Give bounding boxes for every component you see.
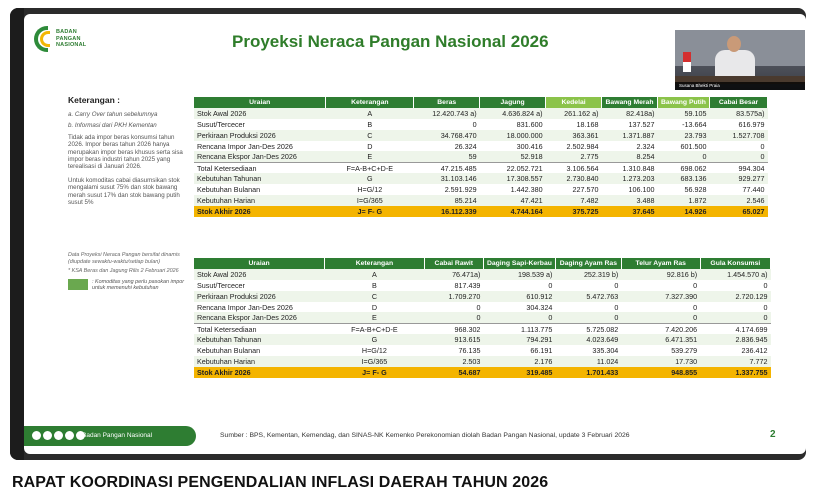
table-cell: 539.279 <box>671 346 698 356</box>
row-keterangan: E <box>325 312 425 323</box>
table-cell: 18.168 <box>576 119 599 129</box>
table1-header: Bawang Merah <box>602 97 658 108</box>
table-cell: 14.926 <box>658 206 710 217</box>
table-cell: 7.420.206 <box>621 323 700 334</box>
table-cell: 82.418a) <box>602 108 658 119</box>
table-cell: 4.174.699 <box>700 323 770 334</box>
table-cell: 83.575a) <box>709 108 767 119</box>
table-cell: 2.324 <box>636 141 655 151</box>
table2-header-row <box>194 258 771 269</box>
table-row <box>194 312 771 323</box>
table-cell: 0 <box>424 312 483 323</box>
table-cell: 0 <box>614 280 619 290</box>
table-cell: 92.816 b) <box>621 269 700 280</box>
table-cell: 22.052.721 <box>480 162 546 173</box>
table-row <box>194 367 771 378</box>
legend-text: : Komoditas yang perlu pasokan impor untuk memenuhi kebutuhan <box>92 278 184 292</box>
table2-header: Telur Ayam Ras <box>621 258 700 269</box>
note-a: a. Carry Over tahun sebelumnya <box>68 111 158 118</box>
table-cell: 77.440 <box>742 185 765 195</box>
row-label: Kebutuhan Tahunan <box>194 173 326 184</box>
table-cell: 0 <box>658 151 710 162</box>
table-cell: 2.836.945 <box>700 334 770 345</box>
table-cell: 198.539 a) <box>483 269 555 280</box>
table-cell: 76.135 <box>458 346 481 356</box>
table-cell: 0 <box>763 280 768 290</box>
instagram-icon <box>32 431 41 440</box>
row-label: Perkiraan Produksi 2026 <box>194 130 326 141</box>
neraca-table-1 <box>194 97 768 217</box>
row-label: Stok Awal 2026 <box>194 108 326 119</box>
row-label: Stok Akhir 2026 <box>194 367 325 378</box>
row-keterangan: I=G/365 <box>326 195 414 206</box>
table-cell: 300.416 <box>516 141 543 151</box>
table-cell: 2.502.984 <box>566 141 599 151</box>
table-cell: 85.214 <box>414 195 480 206</box>
row-keterangan: A <box>325 269 425 280</box>
table-cell: 6.471.351 <box>621 334 700 345</box>
table-cell: 319.485 <box>483 367 555 378</box>
table-cell: 236.412 <box>741 346 768 356</box>
row-keterangan: B <box>367 119 373 129</box>
table-row <box>194 195 768 206</box>
table-cell: 1.371.887 <box>602 130 658 141</box>
table-cell: 52.918 <box>480 151 546 162</box>
table2-header: Gula Konsumsi <box>700 258 770 269</box>
table-row <box>194 108 768 119</box>
table2-header: Uraian <box>194 258 325 269</box>
table-cell: 363.361 <box>546 130 602 141</box>
logo-text <box>56 29 86 49</box>
table-cell: 1.454.570 a) <box>700 269 770 280</box>
table-row <box>194 280 771 291</box>
row-keterangan: H=G/12 <box>361 346 387 356</box>
table-cell: 2.720.129 <box>700 291 770 302</box>
row-label: Perkiraan Produksi 2026 <box>194 291 325 302</box>
table-cell: 0 <box>709 151 767 162</box>
slide-title: Proyeksi Neraca Pangan Nasional 2026 <box>232 32 549 51</box>
table-cell: 37.645 <box>602 206 658 217</box>
table-cell: 1.872 <box>658 195 710 206</box>
row-keterangan: J= F- G <box>326 206 414 217</box>
table-row <box>194 269 771 280</box>
row-keterangan: E <box>326 151 414 162</box>
legend-swatch <box>68 279 88 290</box>
table1-header: Keterangan <box>326 97 414 108</box>
table-cell: 76.471a) <box>424 269 483 280</box>
table-row <box>194 151 768 162</box>
table-cell: 0 <box>614 302 619 312</box>
table-row <box>194 334 771 345</box>
note-ksa: * KSA Beras dan Jagung Rilis 2 Februari 2026 <box>68 268 179 275</box>
table-cell: 7.772 <box>700 356 770 367</box>
table-cell: 106.100 <box>628 185 655 195</box>
table2-header: Cabai Rawit <box>424 258 483 269</box>
table-cell: 994.304 <box>709 162 767 173</box>
table-cell: 8.254 <box>602 151 658 162</box>
table-cell: 929.277 <box>709 173 767 184</box>
table-cell: 47.421 <box>480 195 546 206</box>
notes-heading: Keterangan : <box>68 95 120 105</box>
table-cell: 227.570 <box>572 185 599 195</box>
row-keterangan: F=A-B+C+D-E <box>326 162 414 173</box>
table-cell: 948.855 <box>621 367 700 378</box>
twitter-icon <box>54 431 63 440</box>
table-row <box>194 119 768 130</box>
table-cell: 0 <box>483 312 555 323</box>
row-label: Kebutuhan Bulanan <box>197 185 261 195</box>
table-cell: 66.191 <box>530 346 553 356</box>
table1-header: Kedelai <box>546 97 602 108</box>
table-row <box>194 206 768 217</box>
table-cell: 1.527.708 <box>709 130 767 141</box>
table1-header: Jagung <box>480 97 546 108</box>
row-keterangan: C <box>326 130 414 141</box>
table-cell: 3.106.564 <box>546 162 602 173</box>
video-caption: RAPAT KOORDINASI PENGENDALIAN INFLASI DAERAH TAHUN 2026 <box>12 474 549 491</box>
table-cell: 2.730.840 <box>546 173 602 184</box>
table-cell: 54.687 <box>424 367 483 378</box>
note-b: b. Informasi dari PKH Kementan <box>68 122 157 130</box>
table1-header-row <box>194 97 768 108</box>
row-keterangan: D <box>367 141 373 151</box>
table-cell: 4.636.824 a) <box>480 108 546 119</box>
row-keterangan: C <box>325 291 425 302</box>
table-cell: 3.488 <box>602 195 658 206</box>
table2-header: Keterangan <box>325 258 425 269</box>
table-cell: -13.664 <box>682 119 707 129</box>
table-cell: 335.304 <box>592 346 619 356</box>
row-label: Rencana Ekspor Jan-Des 2026 <box>194 312 325 323</box>
table-cell: 0 <box>700 312 770 323</box>
note-import: Tidak ada impor beras konsumsi tahun 2026. Impor beras tahun 2026 hanya merupakan impor beras khusus serta sisa impor beras industri tahun 2025 yang terealisasi di Januari 2026. <box>68 133 183 171</box>
table-cell: 252.319 b) <box>555 269 621 280</box>
social-icons <box>32 431 85 440</box>
table-cell: 2.546 <box>709 195 767 206</box>
table-cell: 5.472.763 <box>555 291 621 302</box>
table-cell: 1.701.433 <box>555 367 621 378</box>
row-label: Stok Akhir 2026 <box>194 206 326 217</box>
table-row <box>194 323 771 334</box>
row-label: Rencana Ekspor Jan-Des 2026 <box>194 151 326 162</box>
row-label: Kebutuhan Bulanan <box>197 346 261 356</box>
youtube-icon <box>65 431 74 440</box>
row-label: Total Ketersediaan <box>194 323 325 334</box>
table-cell: 23.793 <box>658 130 710 141</box>
flag-icon <box>683 52 691 72</box>
table1-header: Cabai Besar <box>709 97 767 108</box>
table-row <box>194 162 768 173</box>
row-keterangan: F=A-B+C+D-E <box>325 323 425 334</box>
table-row <box>194 356 771 367</box>
row-keterangan: B <box>372 280 377 290</box>
table-cell: 261.162 a) <box>546 108 602 119</box>
table-cell: 913.615 <box>424 334 483 345</box>
row-keterangan: I=G/365 <box>325 356 425 367</box>
table-cell: 47.215.485 <box>414 162 480 173</box>
table-cell: 0 <box>476 302 481 312</box>
row-keterangan: A <box>326 108 414 119</box>
table2-header: Daging Ayam Ras <box>555 258 621 269</box>
table-row <box>194 141 768 152</box>
table2-header: Daging Sapi-Kerbau <box>483 258 555 269</box>
table-cell: 683.136 <box>658 173 710 184</box>
table-cell: 65.027 <box>709 206 767 217</box>
row-label: Rencana Impor Jan-Des 2026 <box>197 141 293 151</box>
table-cell: 0 <box>555 312 621 323</box>
row-keterangan: H=G/12 <box>357 185 383 195</box>
table-cell: 601.500 <box>680 141 707 151</box>
neraca-table-2 <box>194 258 771 378</box>
table-cell: 0 <box>621 312 700 323</box>
table-cell: 817.439 <box>454 280 481 290</box>
table-cell: 794.291 <box>483 334 555 345</box>
footer-bar <box>24 426 196 446</box>
table-row <box>194 291 771 302</box>
table-cell: 26.324 <box>454 141 477 151</box>
table-cell: 17.730 <box>621 356 700 367</box>
logo-line-2: PANGAN <box>56 35 81 42</box>
speaker-avatar <box>727 36 741 52</box>
table-cell: 1.337.755 <box>700 367 770 378</box>
table-cell: 616.979 <box>738 119 765 129</box>
table-cell: 0 <box>693 280 698 290</box>
row-label: Rencana Impor Jan-Des 2026 <box>197 302 293 312</box>
table-cell: 0 <box>763 302 768 312</box>
row-keterangan: J= F- G <box>325 367 425 378</box>
table-cell: 11.024 <box>555 356 621 367</box>
table-cell: 1.113.775 <box>483 323 555 334</box>
table-cell: 59.105 <box>658 108 710 119</box>
bapanas-logo <box>34 26 86 52</box>
table-cell: 0 <box>693 302 698 312</box>
table-cell: 304.324 <box>526 302 553 312</box>
table-cell: 1.709.270 <box>424 291 483 302</box>
table-cell: 31.103.146 <box>414 173 480 184</box>
row-label: Stok Awal 2026 <box>194 269 325 280</box>
table-cell: 4.744.164 <box>480 206 546 217</box>
table-cell: 968.302 <box>424 323 483 334</box>
table-cell: 7.327.390 <box>621 291 700 302</box>
footer-source: Sumber : BPS, Kementan, Kemendag, dan SINAS-NK Kemenko Perekonomian diolah Badan Pangan Nasional, update 3 Februari 2026 <box>220 432 630 439</box>
table-cell: 1.273.203 <box>602 173 658 184</box>
table-cell: 0 <box>760 141 765 151</box>
row-keterangan: D <box>371 302 378 312</box>
logo-mark-icon <box>34 26 52 52</box>
table-cell: 56.928 <box>684 185 707 195</box>
frame-edge <box>10 8 24 460</box>
table-cell: 17.308.557 <box>480 173 546 184</box>
table-cell: 59 <box>414 151 480 162</box>
row-label: Susut/Tercecer <box>197 119 245 129</box>
row-label: Kebutuhan Tahunan <box>194 334 325 345</box>
slide-footer <box>24 426 806 446</box>
table-row <box>194 130 768 141</box>
table-cell: 2.176 <box>483 356 555 367</box>
row-keterangan: G <box>326 173 414 184</box>
row-label: Susut/Tercecer <box>197 280 245 290</box>
table-row <box>194 184 768 195</box>
table-cell: 698.062 <box>658 162 710 173</box>
facebook-icon <box>43 431 52 440</box>
page-number: 2 <box>770 429 776 440</box>
logo-line-1: BADAN <box>56 29 77 36</box>
note-dynamic: Data Proyeksi Neraca Pangan bersifat dinamis (diupdate sewaktu-waktu/setiap bulan) <box>68 252 180 265</box>
table-cell: 7.482 <box>546 195 602 206</box>
note-susut: Untuk komoditas cabai diasumsikan stok mengalami susut 75% dan stok bawang merah susut 17% dan stok bawang putih susut 5% <box>68 176 180 207</box>
table-cell: 0 <box>548 280 553 290</box>
row-label: Total Ketersediaan <box>194 162 326 173</box>
table-cell: 1.310.848 <box>602 162 658 173</box>
row-keterangan: G <box>325 334 425 345</box>
table1-header: Bawang Putih <box>658 97 710 108</box>
table-cell: 18.000.000 <box>480 130 546 141</box>
table-cell: 375.725 <box>546 206 602 217</box>
table-cell: 2.503 <box>424 356 483 367</box>
table-cell: 5.725.082 <box>555 323 621 334</box>
table-row <box>194 345 771 356</box>
row-label: Kebutuhan Harian <box>194 356 325 367</box>
table1-header: Uraian <box>194 97 326 108</box>
table-cell: 0 <box>472 119 477 129</box>
table-cell: 34.768.470 <box>414 130 480 141</box>
speaker-name-tag: Susana Bhekti Praia <box>675 82 805 90</box>
logo-line-3: NASIONAL <box>56 42 87 49</box>
table-cell: 4.023.649 <box>555 334 621 345</box>
notes-panel <box>68 95 186 292</box>
table-cell: 2.775 <box>546 151 602 162</box>
table-cell: 610.912 <box>483 291 555 302</box>
table-row <box>194 302 771 313</box>
table-cell: 137.527 <box>628 119 655 129</box>
table-cell: 12.420.743 a) <box>414 108 480 119</box>
table-cell: 2.591.929 <box>444 185 477 195</box>
row-label: Kebutuhan Harian <box>194 195 326 206</box>
speaker-video-thumbnail[interactable] <box>675 30 805 90</box>
table-cell: 831.600 <box>516 119 543 129</box>
table1-header: Beras <box>414 97 480 108</box>
table-cell: 1.442.380 <box>510 185 543 195</box>
table-row <box>194 173 768 184</box>
legend <box>68 279 186 292</box>
table-cell: 16.112.339 <box>414 206 480 217</box>
footer-org: Badan Pangan Nasional <box>82 432 153 439</box>
